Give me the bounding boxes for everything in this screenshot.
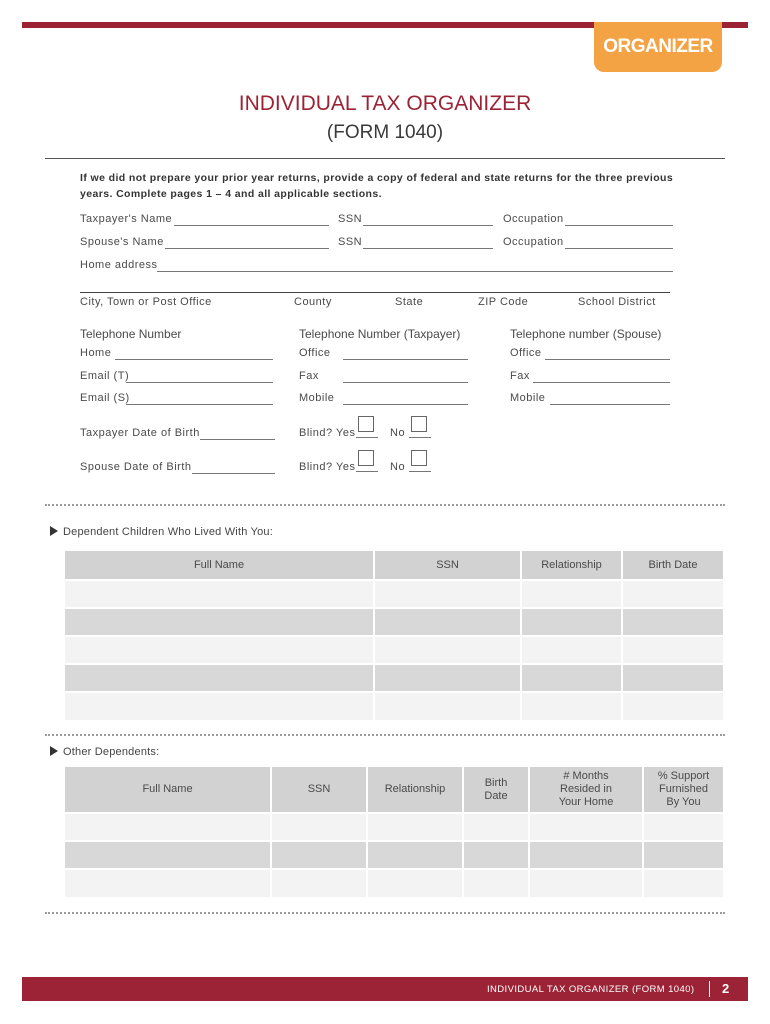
table-cell[interactable] bbox=[521, 664, 622, 692]
taxpayer-mobile-field[interactable] bbox=[343, 404, 468, 405]
table-cell[interactable] bbox=[367, 813, 463, 841]
taxpayer-blind-yes-underline bbox=[356, 437, 378, 438]
table-cell[interactable] bbox=[271, 841, 367, 869]
address-line-2-field[interactable] bbox=[80, 292, 670, 293]
table-header-row bbox=[65, 767, 723, 813]
table-cell[interactable] bbox=[529, 841, 643, 869]
spouse-blind-yes-checkbox[interactable] bbox=[358, 450, 374, 466]
telephone-header: Telephone Number bbox=[80, 327, 182, 341]
table-cell[interactable] bbox=[65, 636, 374, 664]
table-cell[interactable] bbox=[622, 692, 723, 720]
table-cell[interactable] bbox=[65, 869, 271, 897]
spouse-ssn-label: SSN bbox=[338, 236, 363, 248]
table-row bbox=[65, 608, 723, 636]
table-cell[interactable] bbox=[374, 692, 521, 720]
table-cell[interactable] bbox=[65, 841, 271, 869]
taxpayer-dob-label: Taxpayer Date of Birth bbox=[80, 427, 200, 439]
other-dependents-heading bbox=[50, 746, 159, 758]
page-title: INDIVIDUAL TAX ORGANIZER bbox=[238, 92, 532, 115]
table-row bbox=[65, 841, 723, 869]
spouse-blind-no-checkbox[interactable] bbox=[411, 450, 427, 466]
table-cell[interactable] bbox=[521, 636, 622, 664]
taxpayer-blind-no-label: No bbox=[390, 427, 406, 439]
table-cell[interactable] bbox=[65, 692, 374, 720]
taxpayer-blind-no-underline bbox=[409, 437, 431, 438]
column-header: # Months Resided in Your Home bbox=[529, 767, 643, 813]
spouse-occupation-field[interactable] bbox=[565, 248, 673, 249]
table-cell[interactable] bbox=[521, 580, 622, 608]
telephone-spouse-header: Telephone number (Spouse) bbox=[510, 327, 662, 341]
taxpayer-name-label: Taxpayer's Name bbox=[80, 213, 173, 225]
table-row bbox=[65, 869, 723, 897]
spouse-mobile-field[interactable] bbox=[550, 404, 670, 405]
spouse-mobile-label: Mobile bbox=[510, 392, 546, 404]
taxpayer-mobile-label: Mobile bbox=[299, 392, 335, 404]
zip-label: ZIP Code bbox=[478, 296, 529, 308]
taxpayer-occupation-label: Occupation bbox=[503, 213, 564, 225]
footer-separator bbox=[709, 981, 710, 997]
table-cell[interactable] bbox=[367, 841, 463, 869]
spouse-dob-label: Spouse Date of Birth bbox=[80, 461, 192, 473]
home-phone-field[interactable] bbox=[115, 359, 273, 360]
email-taxpayer-label: Email (T) bbox=[80, 370, 130, 382]
email-taxpayer-field[interactable] bbox=[126, 382, 273, 383]
city-label: City, Town or Post Office bbox=[80, 296, 212, 308]
column-header: Full Name bbox=[65, 767, 271, 813]
taxpayer-occupation-field[interactable] bbox=[565, 225, 673, 226]
triangle-right-icon bbox=[50, 746, 58, 756]
table-row bbox=[65, 636, 723, 664]
spouse-dob-field[interactable] bbox=[192, 473, 275, 474]
column-header: Birth Date bbox=[622, 551, 723, 580]
taxpayer-office-label: Office bbox=[299, 347, 331, 359]
table-cell[interactable] bbox=[622, 608, 723, 636]
table-cell[interactable] bbox=[374, 636, 521, 664]
table-cell[interactable] bbox=[374, 608, 521, 636]
table-cell[interactable] bbox=[529, 869, 643, 897]
home-phone-label: Home bbox=[80, 347, 112, 359]
spouse-blind-no-underline bbox=[409, 471, 431, 472]
dependents-table bbox=[65, 551, 723, 720]
table-cell[interactable] bbox=[529, 813, 643, 841]
taxpayer-blind-label: Blind? bbox=[299, 427, 333, 439]
section-divider bbox=[45, 734, 725, 736]
telephone-taxpayer-header: Telephone Number (Taxpayer) bbox=[299, 327, 461, 341]
section-divider bbox=[45, 912, 725, 914]
other-dependents-heading-text: Other Dependents: bbox=[63, 746, 160, 758]
spouse-blind-label: Blind? bbox=[299, 461, 333, 473]
taxpayer-dob-field[interactable] bbox=[200, 439, 275, 440]
spouse-ssn-field[interactable] bbox=[363, 248, 493, 249]
table-cell[interactable] bbox=[367, 869, 463, 897]
table-row bbox=[65, 692, 723, 720]
spouse-name-label: Spouse's Name bbox=[80, 236, 164, 248]
table-row bbox=[65, 580, 723, 608]
spouse-blind-yes-label: Yes bbox=[336, 461, 356, 473]
page-footer bbox=[22, 977, 748, 1001]
page-number: 2 bbox=[722, 981, 730, 996]
column-header: SSN bbox=[271, 767, 367, 813]
footer-title: INDIVIDUAL TAX ORGANIZER (FORM 1040) bbox=[487, 984, 695, 995]
table-cell[interactable] bbox=[622, 636, 723, 664]
section-divider bbox=[45, 504, 725, 506]
spouse-occupation-label: Occupation bbox=[503, 236, 564, 248]
column-header: Relationship bbox=[367, 767, 463, 813]
table-cell[interactable] bbox=[271, 813, 367, 841]
taxpayer-name-field[interactable] bbox=[174, 225, 329, 226]
spouse-office-field[interactable] bbox=[545, 359, 670, 360]
table-row bbox=[65, 664, 723, 692]
home-address-field[interactable] bbox=[157, 271, 673, 272]
taxpayer-fax-label: Fax bbox=[299, 370, 319, 382]
spouse-blind-no-label: No bbox=[390, 461, 406, 473]
county-label: County bbox=[294, 296, 332, 308]
spouse-office-label: Office bbox=[510, 347, 542, 359]
triangle-right-icon bbox=[50, 526, 58, 536]
table-cell[interactable] bbox=[622, 580, 723, 608]
table-cell[interactable] bbox=[643, 869, 723, 897]
intro-text: If we did not prepare your prior year returns, provide a copy of federal and state returns for the three previous years. Complete pages 1 – 4 and all applicable sections. bbox=[80, 172, 674, 200]
state-label: State bbox=[395, 296, 424, 308]
school-district-label: School District bbox=[578, 296, 656, 308]
table-cell[interactable] bbox=[521, 692, 622, 720]
table-cell[interactable] bbox=[622, 664, 723, 692]
column-header: Birth Date bbox=[463, 767, 529, 813]
page-subtitle: (FORM 1040) bbox=[326, 122, 444, 143]
email-spouse-field[interactable] bbox=[126, 404, 273, 405]
table-cell[interactable] bbox=[463, 869, 529, 897]
table-cell[interactable] bbox=[374, 664, 521, 692]
taxpayer-office-field[interactable] bbox=[343, 359, 468, 360]
table-cell[interactable] bbox=[374, 580, 521, 608]
column-header: Relationship bbox=[521, 551, 622, 580]
table-cell[interactable] bbox=[65, 608, 374, 636]
organizer-badge: ORGANIZER bbox=[594, 22, 722, 72]
title-divider bbox=[45, 158, 725, 159]
table-cell[interactable] bbox=[65, 580, 374, 608]
spouse-fax-label: Fax bbox=[510, 370, 530, 382]
table-cell[interactable] bbox=[65, 813, 271, 841]
taxpayer-blind-yes-checkbox[interactable] bbox=[358, 416, 374, 432]
dependents-heading-text: Dependent Children Who Lived With You: bbox=[63, 526, 274, 538]
home-address-label: Home address bbox=[80, 259, 158, 271]
email-spouse-label: Email (S) bbox=[80, 392, 130, 404]
table-cell[interactable] bbox=[521, 608, 622, 636]
table-cell[interactable] bbox=[643, 841, 723, 869]
table-cell[interactable] bbox=[65, 664, 374, 692]
spouse-fax-field[interactable] bbox=[533, 382, 670, 383]
column-header: SSN bbox=[374, 551, 521, 580]
taxpayer-fax-field[interactable] bbox=[343, 382, 468, 383]
dependents-heading bbox=[50, 526, 273, 538]
table-header-row bbox=[65, 551, 723, 580]
column-header: Full Name bbox=[65, 551, 374, 580]
table-cell[interactable] bbox=[271, 869, 367, 897]
spouse-name-field[interactable] bbox=[165, 248, 329, 249]
taxpayer-ssn-field[interactable] bbox=[363, 225, 493, 226]
taxpayer-blind-yes-label: Yes bbox=[336, 427, 356, 439]
taxpayer-blind-no-checkbox[interactable] bbox=[411, 416, 427, 432]
table-cell[interactable] bbox=[463, 813, 529, 841]
other-dependents-table bbox=[65, 767, 723, 897]
table-row bbox=[65, 813, 723, 841]
taxpayer-ssn-label: SSN bbox=[338, 213, 363, 225]
spouse-blind-yes-underline bbox=[356, 471, 378, 472]
table-cell[interactable] bbox=[643, 813, 723, 841]
table-cell[interactable] bbox=[463, 841, 529, 869]
column-header: % Support Furnished By You bbox=[643, 767, 723, 813]
